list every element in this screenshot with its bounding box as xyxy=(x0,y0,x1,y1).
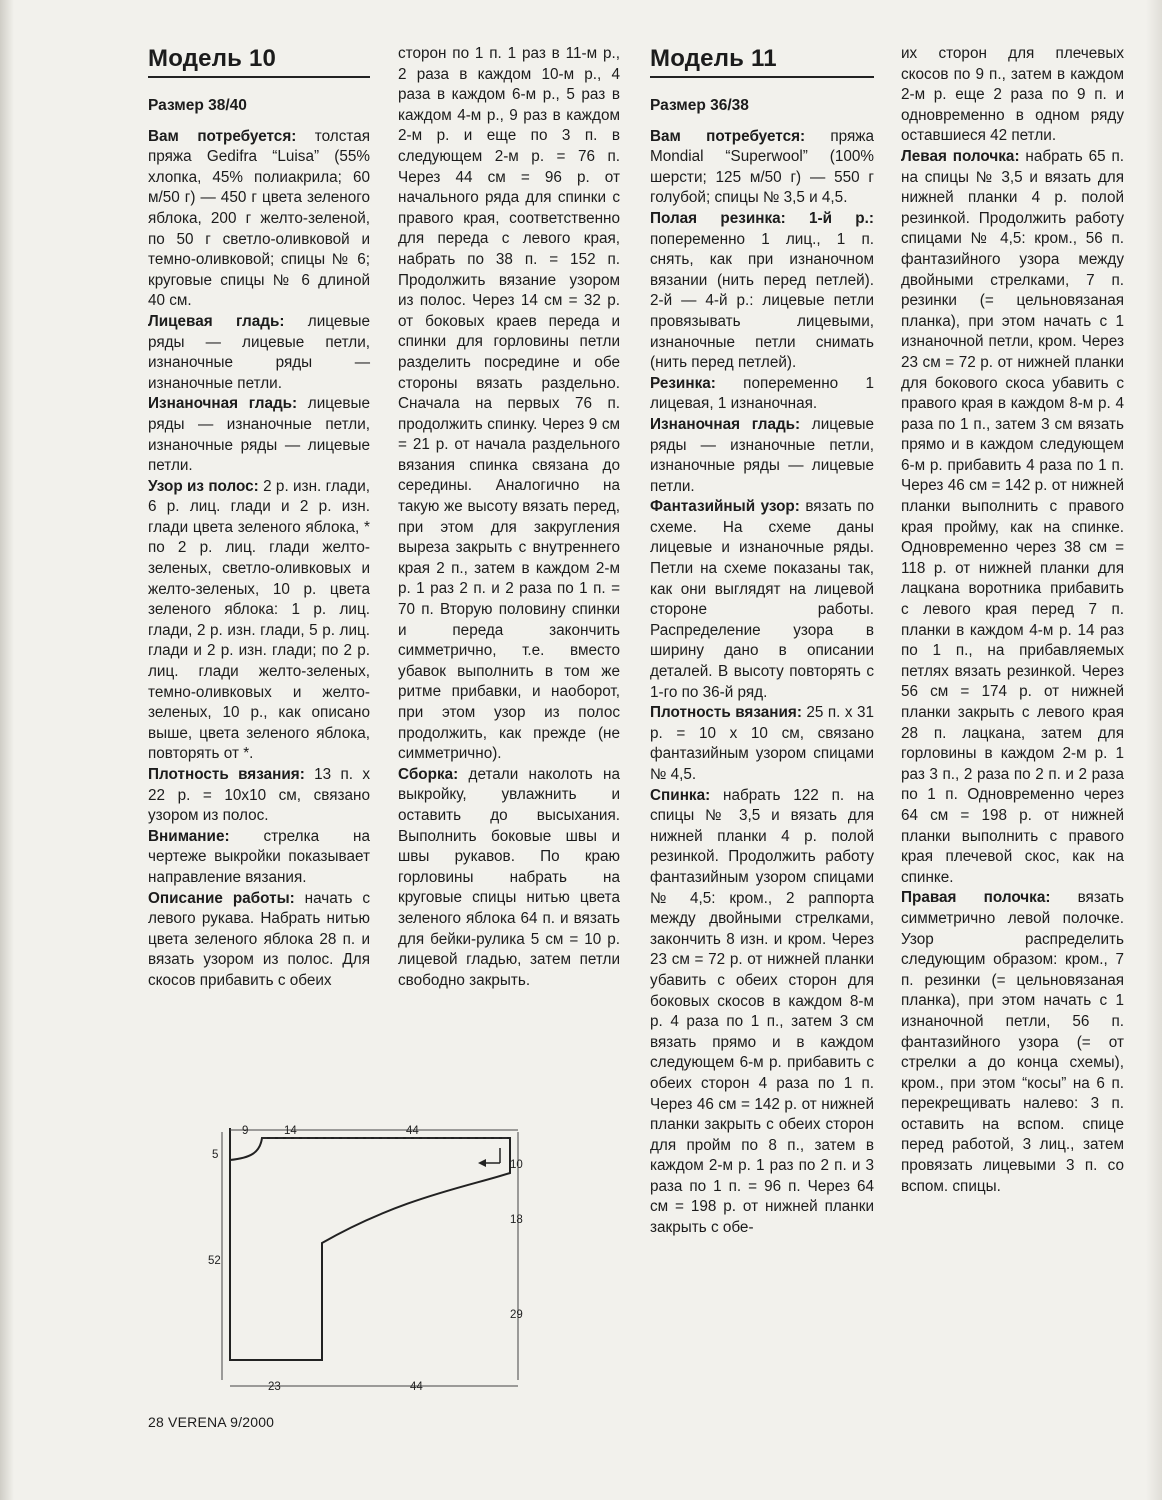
paragraph xyxy=(901,147,1124,888)
dim-top-a: 9 xyxy=(242,1125,249,1137)
dim-top-b: 14 xyxy=(284,1125,297,1137)
paragraph-label: Изнаночная гладь: xyxy=(650,415,801,433)
paragraph xyxy=(650,703,874,785)
model10-title: Модель 10 xyxy=(148,45,277,72)
paragraph xyxy=(148,312,370,394)
paragraph xyxy=(650,209,874,374)
paragraph-text: 13 п. x 22 р. = 10x10 см, связано узором из полос. xyxy=(148,766,371,825)
paragraph-text: сторон по 1 п. 1 раз в 11-м р., 2 раза в каждом 10-м р., 4 раза в каждом 6-м р., 5 раз в каждом 4-м р., 9 раз в каждом 2-м р. и еще по 3 п. в следующем 2-м р. = 76 п. Через 44 см = 96 р. от начального ряда для спинки с правого края, соответственно для переда с левого края, набрать по 38 п. = 152 п. Продолжить вязание узором из полос. Через 14 см = 32 р. от боковых краев переда и спинки для горловины петли разделить посредине и обе стороны вязать раздельно. Сначала на первых 76 п. продолжить спинку. Через 9 см = 21 р. от начала раздельного вязания спинка связана до середины. Аналогично на такую же высоту вязать перед, при этом для закругления выреза закрыть с внутреннего края 2 п., затем в каждом 2-м р. 1 раз 2 п. и 2 раза по 1 п. = 70 п. Вторую половину спинки и переда закончить симметрично, т.е. вместо убавок выполнить в том же ритме прибавки, и наоборот, при этом узор из полос продолжить, как прежде (не симметрично). xyxy=(398,45,620,763)
paragraph-label: Вам потребуется: xyxy=(650,127,806,145)
column-model11-right xyxy=(901,44,1124,1197)
model11-size: Размер 36/38 xyxy=(650,97,749,114)
paragraph-label: Изнаночная гладь: xyxy=(148,395,298,413)
paragraph-text: лицевые ряды — лицевые петли, изнаночные ряды — изнаночные петли. xyxy=(148,312,370,392)
paragraph xyxy=(148,394,370,476)
paragraph-label: Полая резинка: 1-й р.: xyxy=(650,209,874,227)
paragraph-label: Плотность вязания: xyxy=(148,766,305,783)
paragraph xyxy=(650,415,874,497)
page-edge-shadow-right xyxy=(1146,0,1162,1500)
paragraph-text: вязать симметрично левой полочке. Узор распределить следующим образом: кром., 7 п. резинки (= цельновязаная планка), при этом начать с 1 изнаночной петли, 56 п. фантазийного узора (= от стрелки а до конца схемы), кром., при этом “косы” на 6 п. перекрещивать налево: 3 п. оставить на вспом. спице перед работой, 3 лиц., затем провязать лицевыми 3 п. со вспом. спицы. xyxy=(901,889,1124,1195)
column-model10-right xyxy=(398,44,620,991)
paragraph xyxy=(650,786,874,1239)
paragraph-label: Внимание: xyxy=(148,827,230,845)
model10-size: Размер 38/40 xyxy=(148,97,247,114)
pattern-outline xyxy=(230,1128,510,1360)
paragraph-label: Лицевая гладь: xyxy=(148,312,285,330)
paragraph-text: начать с левого рукава. Набрать нитью цвета зеленого яблока 28 п. и вязать узором из полос. Для скосов прибавить с обеих xyxy=(148,889,370,989)
dim-bottom-a: 23 xyxy=(268,1381,281,1393)
dim-right-mid: 18 xyxy=(510,1214,523,1226)
paragraph xyxy=(398,765,620,992)
paragraph xyxy=(148,889,370,992)
paragraph-text: попеременно 1 лицевая, 1 изнаночная. xyxy=(650,374,874,413)
paragraph-text: пряжа Mondial “Superwool” (100% шерсти; 125 м/50 г) — 550 г голубой; спицы № 3,5 и 4,5. xyxy=(650,127,874,207)
paragraph-text: лицевые ряды — изнаночные петли, изнаночные ряды — лицевые петли. xyxy=(650,415,874,495)
paragraph-label: Узор из полос: xyxy=(148,477,259,495)
model10-col1-paragraphs xyxy=(148,127,370,992)
model10-col2-paragraphs xyxy=(398,44,620,991)
paragraph-text: их сторон для плечевых скосов по 9 п., затем в каждом 2-м р. еще 2 раза по 9 п. и одновременно в одном ряду оставшиеся 42 петли. xyxy=(901,45,1124,145)
title-rule xyxy=(148,76,370,78)
paragraph-label: Сборка: xyxy=(398,765,459,783)
dim-top-c: 44 xyxy=(406,1125,419,1137)
model11-col3-paragraphs xyxy=(650,127,874,1239)
column-model11-left xyxy=(650,44,874,1239)
page-edge-shadow xyxy=(0,0,14,1500)
paragraph xyxy=(901,44,1124,147)
model11-col4-paragraphs xyxy=(901,44,1124,1197)
paragraph xyxy=(148,127,370,312)
paragraph xyxy=(148,477,370,765)
paragraph-label: Фантазийный узор: xyxy=(650,498,800,516)
page-footer: 28 VERENA 9/2000 xyxy=(148,1414,275,1430)
paragraph-text: толстая пряжа Gedifra “Luisa” (55% хлопка, 45% полиакрила; 60 м/50 г) — 450 г цвета зеленого яблока, 200 г желто-зеленой, по 50 г светло-оливковой и темно-оливковой; спицы № 6; круговые спицы № 6 длиной 40 см. xyxy=(148,127,370,310)
paragraph-label: Правая полочка: xyxy=(901,889,1051,907)
paragraph-text: детали наколоть на выкройку, увлажнить и оставить до высыхания. Выполнить боковые швы и швы рукавов. По краю горловины набрать на круговые спицы нитью цвета зеленого яблока 64 п. и вязать для бейки-рулика 5 см = 10 р. лицевой гладью, затем петли свободно закрыть. xyxy=(398,765,620,989)
paragraph xyxy=(148,827,370,889)
paragraph xyxy=(148,765,370,827)
dim-left-top: 5 xyxy=(212,1149,219,1161)
column-model10-left xyxy=(148,44,370,992)
paragraph-text: вязать по схеме. На схеме даны лицевые и изнаночные ряды. Петли на схеме показаны так, как они выглядят на лицевой стороне работы. Распределение узора в ширину дано в описании деталей. В высоту повторять с 1-го по 36-й ряд. xyxy=(650,498,874,701)
direction-arrow-head xyxy=(478,1159,486,1167)
paragraph-label: Вам потребуется: xyxy=(148,127,297,145)
model11-title: Модель 11 xyxy=(650,45,777,72)
paragraph xyxy=(650,497,874,703)
dim-left-mid: 52 xyxy=(208,1255,221,1267)
dim-right-low: 29 xyxy=(510,1309,523,1321)
paragraph-text: 2 р. изн. глади, 6 р. лиц. глади и 2 р. изн. глади цвета зеленого яблока, * по 2 р. лиц. глади желто-зеленых, светло-оливковых и желто-зеленых, 10 р. цвета зеленого яблока: 1 р. лиц. глади, 2 р. изн. глади, 5 р. лиц. глади и 2 р. изн. глади; по 2 р. лиц. глади желто-зеленых, темно-оливковых и желто-зеленых, 10 р., как описано выше, цвета зеленого яблока, повторять от *. xyxy=(148,477,370,763)
dim-bottom-b: 44 xyxy=(410,1381,423,1393)
paragraph-text: лицевые ряды — изнаночные петли, изнаночные ряды — лицевые петли. xyxy=(148,395,370,475)
paragraph xyxy=(901,888,1124,1197)
paragraph-text: стрелка на чертеже выкройки показывает направление вязания. xyxy=(148,827,370,886)
pattern-schematic-svg xyxy=(200,1118,540,1408)
paragraph-label: Спинка: xyxy=(650,786,711,804)
paragraph-label: Резинка: xyxy=(650,374,716,392)
paragraph-text: попеременно 1 лиц., 1 п. снять, как при изнаночном вязании (нить перед петлей). 2-й — 4-й р.: лицевые петли провязывать лицевыми, изнаночные петли снимать (нить перед петлей). xyxy=(650,230,874,372)
paragraph-label: Левая полочка: xyxy=(901,147,1020,165)
paragraph xyxy=(650,374,874,415)
title-rule xyxy=(650,76,874,78)
dim-right-top: 10 xyxy=(510,1159,523,1171)
paragraph-text: набрать 122 п. на спицы № 3,5 и вязать для нижней планки 4 р. полой резинкой. Продолжить работу фантазийным узором спицами № 4,5: кром., 2 раппорта между двойными стрелками, закончить 8 изн. и кром. Через 23 см = 72 р. от нижней планки убавить с обеих сторон для боковых скосов в каждом 8-м р. 4 раза по 1 п., затем 3 см вязать прямо и в каждом следующем 6-м р. прибавить с обеих сторон 4 раза по 1 п. Через 46 см = 142 р. от нижней планки закрыть с обеих сторон для пройм по 8 п., затем в каждом 2-м р. 1 раз по 2 п. и 3 раза по 1 п. = 96 п. Через 64 см = 198 р. от нижней планки закрыть с обе- xyxy=(650,786,874,1237)
pattern-schematic xyxy=(200,1118,540,1408)
paragraph xyxy=(650,127,874,209)
paragraph-label: Описание работы: xyxy=(148,889,295,907)
paragraph-text: набрать 65 п. на спицы № 3,5 и вязать для нижней планки 4 р. полой резинкой. Продолжить работу спицами № 4,5: кром., 56 п. фантазийного узора между двойными стрелками, 7 п. резинки (= цельновязаная планка), при этом начать с 1 изнаночной петли, кром. Через 23 см = 72 р. от нижней планки для бокового скоса убавить с правого края в каждом 8-м р. 4 раза по 1 п., затем 3 см вязать прямо и в каждом следующем 6-м р. прибавить 4 раза по 1 п. Через 46 см = 142 р. от нижней планки выполнить с правого края пройму, как на спинке. Одновременно через 38 см = 118 р. от нижней планки для лацкана воротника прибавить с левого края перед 7 п. планки в каждом 4-м р. 14 раз по 1 п., на прибавляемых петлях вязать резинкой. Через 56 см = 174 р. от нижней планки закрыть с левого края 28 п. лацкана, затем для горловины в каждом 2-м р. 1 раз 3 п., 2 раза по 2 п. и 2 раза по 1 п. Одновременно через 64 см = 198 р. от нижней планки выполнить с правого края плечевой скос, как на спинке. xyxy=(901,147,1124,886)
paragraph-label: Плотность вязания: xyxy=(650,704,802,722)
paragraph xyxy=(398,44,620,765)
paragraph-text: 25 п. x 31 р. = 10 x 10 см, связано фантазийным узором спицами № 4,5. xyxy=(650,704,874,783)
